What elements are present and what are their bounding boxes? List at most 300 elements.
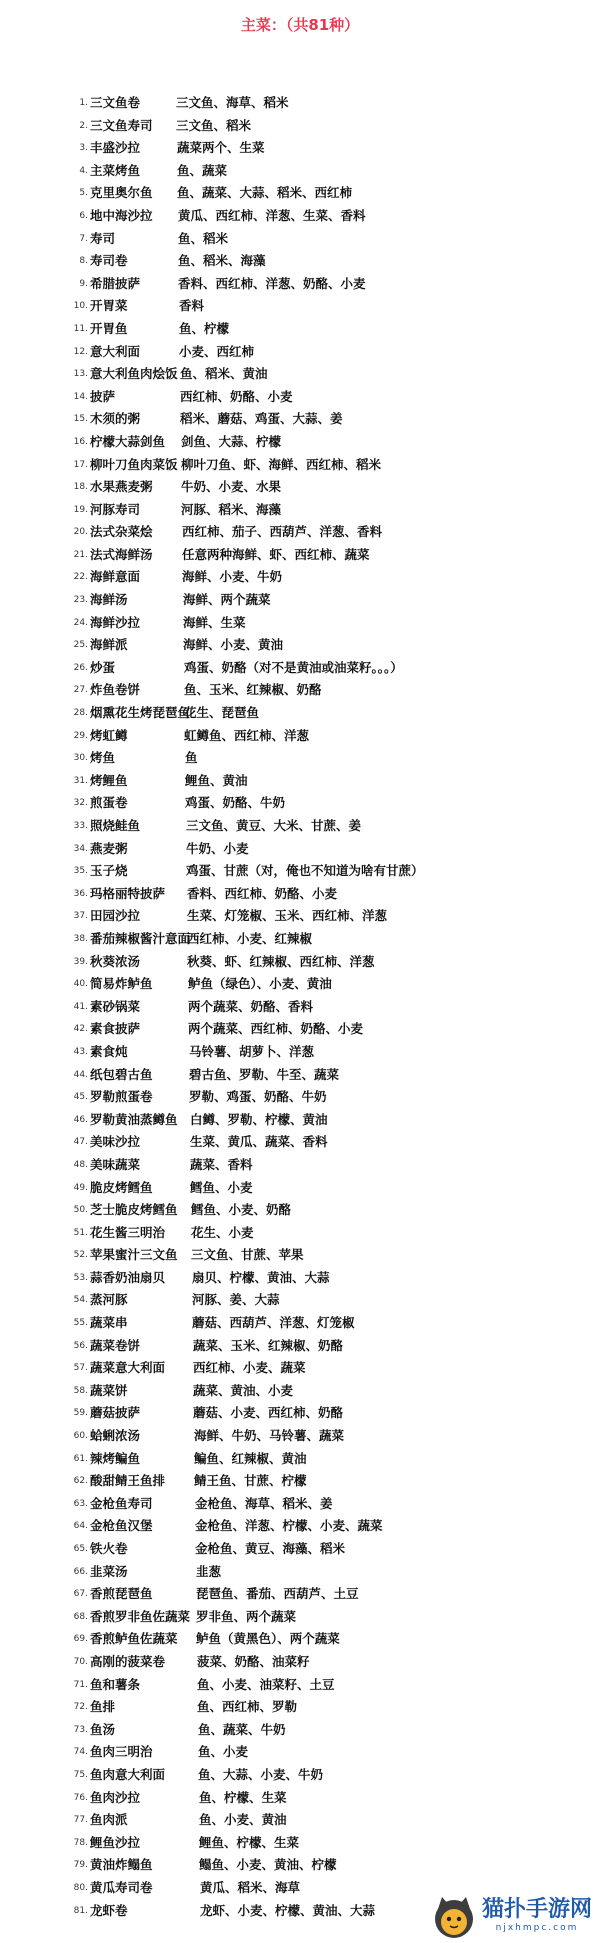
dish-name: 蒜香奶油扇贝 <box>90 1269 166 1285</box>
dish-name: 香煎琵琶鱼 <box>90 1586 153 1602</box>
recipe-row <box>0 1674 600 1697</box>
dish-ingredients: 马铃薯、胡萝卜、洋葱 <box>189 1043 315 1059</box>
recipe-row <box>0 1312 600 1335</box>
recipe-number: 59. <box>73 1408 88 1419</box>
recipe-row <box>0 1764 600 1787</box>
dish-name: 鱼肉意大利面 <box>90 1766 166 1782</box>
dish-ingredients: 秋葵、虾、红辣椒、西红柿、洋葱 <box>187 953 375 969</box>
dish-name: 鱼肉派 <box>90 1812 128 1828</box>
dish-name: 芝士脆皮烤鳕鱼 <box>90 1202 178 1218</box>
dish-name: 罗勒煎蛋卷 <box>90 1089 153 1105</box>
dish-name: 黄油炸鳎鱼 <box>90 1857 153 1873</box>
dish-name: 烤鱼 <box>90 750 116 766</box>
recipe-row <box>0 182 600 205</box>
dish-name: 金枪鱼寿司 <box>90 1495 153 1511</box>
recipe-row <box>0 612 600 635</box>
recipe-number: 71. <box>73 1679 88 1690</box>
recipe-number: 42. <box>73 1024 88 1035</box>
dish-ingredients: 蔬菜两个、生菜 <box>177 140 265 156</box>
dish-name: 开胃菜 <box>90 298 128 314</box>
recipe-number: 46. <box>73 1114 88 1125</box>
dish-ingredients: 河豚、姜、大蒜 <box>192 1292 280 1308</box>
recipe-row <box>0 137 600 160</box>
recipe-number: 56. <box>73 1340 88 1351</box>
recipe-number: 28. <box>73 708 88 719</box>
dish-name: 海鲜意面 <box>90 569 141 585</box>
recipe-row <box>0 1787 600 1810</box>
dish-name: 披萨 <box>90 388 116 404</box>
dish-ingredients: 任意两种海鲜、虾、西红柿、蔬菜 <box>182 546 370 562</box>
recipe-number: 2. <box>79 120 88 131</box>
dish-name: 鱼汤 <box>90 1721 116 1737</box>
recipe-row <box>0 1041 600 1064</box>
dish-name: 鱼和薯条 <box>90 1676 141 1692</box>
recipe-row <box>0 1741 600 1764</box>
dish-ingredients: 蔬菜、玉米、红辣椒、奶酪 <box>193 1337 344 1353</box>
recipe-number: 52. <box>73 1250 88 1261</box>
recipe-number: 8. <box>79 256 88 267</box>
recipe-number: 57. <box>73 1363 88 1374</box>
recipe-number: 26. <box>73 662 88 673</box>
dish-ingredients: 鲭王鱼、甘蔗、柠檬 <box>194 1473 307 1489</box>
recipe-row <box>0 1335 600 1358</box>
recipe-row <box>0 1696 600 1719</box>
recipe-row <box>0 1583 600 1606</box>
dish-ingredients: 鱼、柠檬 <box>179 320 230 336</box>
recipe-number: 6. <box>79 210 88 221</box>
dish-ingredients: 河豚、稻米、海藻 <box>181 501 282 517</box>
recipe-number: 76. <box>73 1792 88 1803</box>
dish-ingredients: 金枪鱼、海草、稻米、姜 <box>195 1495 333 1511</box>
dish-ingredients: 牛奶、小麦 <box>186 840 249 856</box>
dish-name: 素食披萨 <box>90 1021 141 1037</box>
recipe-number: 41. <box>73 1001 88 1012</box>
dish-ingredients: 琵琶鱼、番茄、西葫芦、土豆 <box>196 1586 359 1602</box>
recipe-number: 22. <box>73 572 88 583</box>
dish-name: 意大利面 <box>90 343 141 359</box>
dish-name: 纸包碧古鱼 <box>90 1066 153 1082</box>
recipe-list <box>0 92 600 1922</box>
dish-name: 意大利鱼肉烩饭 <box>90 366 178 382</box>
recipe-number: 1. <box>79 98 88 108</box>
recipe-row <box>0 634 600 657</box>
recipe-number: 60. <box>73 1431 88 1442</box>
dish-name: 辣烤鳊鱼 <box>90 1450 141 1466</box>
recipe-number: 49. <box>73 1182 88 1193</box>
dish-ingredients: 鱼、大蒜、小麦、牛奶 <box>198 1766 324 1782</box>
recipe-number: 80. <box>73 1882 88 1893</box>
dish-name: 黄瓜寿司卷 <box>90 1879 153 1895</box>
recipe-number: 32. <box>73 798 88 809</box>
dish-name: 韭菜汤 <box>90 1563 128 1579</box>
recipe-number: 74. <box>73 1747 88 1758</box>
dish-name: 法式杂菜烩 <box>90 524 153 540</box>
recipe-number: 37. <box>73 911 88 922</box>
dish-name: 龙虾卷 <box>90 1902 128 1918</box>
dish-ingredients: 鱼、蔬菜 <box>177 162 228 178</box>
dish-name: 田园沙拉 <box>90 908 141 924</box>
recipe-number: 30. <box>73 753 88 764</box>
recipe-number: 11. <box>73 323 88 334</box>
dish-ingredients: 鱼、小麦 <box>198 1744 249 1760</box>
recipe-row <box>0 544 600 567</box>
dish-ingredients: 海鲜、两个蔬菜 <box>183 592 271 608</box>
recipe-row <box>0 566 600 589</box>
recipe-row <box>0 770 600 793</box>
dish-name: 美味蔬菜 <box>90 1156 141 1172</box>
dish-name: 煎蛋卷 <box>90 795 128 811</box>
recipe-row <box>0 295 600 318</box>
recipe-row <box>0 973 600 996</box>
dish-ingredients: 香料、西红柿、奶酪、小麦 <box>187 885 338 901</box>
dish-name: 秋葵浓汤 <box>90 953 141 969</box>
recipe-number: 31. <box>73 775 88 786</box>
dish-ingredients: 稻米、蘑菇、鸡蛋、大蒜、姜 <box>180 411 343 427</box>
dish-name: 烟熏花生烤琵琶鱼 <box>90 705 191 721</box>
dish-name: 三文鱼寿司 <box>90 117 153 133</box>
recipe-row <box>0 454 600 477</box>
recipe-row <box>0 1628 600 1651</box>
recipe-row <box>0 702 600 725</box>
dish-ingredients: 三文鱼、甘蔗、苹果 <box>191 1247 304 1263</box>
page-title: 主菜：（共81种） <box>240 16 360 34</box>
watermark <box>430 1895 592 1939</box>
dish-name: 鱼肉三明治 <box>90 1744 153 1760</box>
dish-ingredients: 牛奶、小麦、水果 <box>181 479 282 495</box>
dish-ingredients: 鸡蛋、奶酪、牛奶 <box>185 795 286 811</box>
recipe-number: 64. <box>73 1521 88 1532</box>
dish-name: 苹果蜜汁三文鱼 <box>90 1247 178 1263</box>
recipe-row <box>0 1109 600 1132</box>
dish-name: 海鲜汤 <box>90 592 128 608</box>
dish-name: 花生酱三明治 <box>90 1224 166 1240</box>
dish-name: 照烧鲑鱼 <box>90 818 141 833</box>
dish-name: 寿司 <box>90 230 116 246</box>
recipe-row <box>0 1651 600 1674</box>
dish-ingredients: 鳕鱼、小麦 <box>190 1179 253 1195</box>
recipe-number: 67. <box>73 1589 88 1600</box>
recipe-number: 68. <box>73 1611 88 1622</box>
recipe-row <box>0 431 600 454</box>
recipe-row <box>0 1809 600 1832</box>
dish-ingredients: 鱼、蔬菜、牛奶 <box>198 1721 286 1737</box>
dish-name: 金枪鱼汉堡 <box>90 1518 153 1534</box>
recipe-number: 61. <box>73 1453 88 1464</box>
dish-ingredients: 鱼 <box>185 750 198 766</box>
recipe-number: 44. <box>73 1069 88 1080</box>
dish-ingredients: 蔬菜、黄油、小麦 <box>193 1382 294 1398</box>
dish-name: 鱼肉沙拉 <box>90 1789 141 1805</box>
dish-ingredients: 鸡蛋、奶酪（对不是黄油或油菜籽。。。） <box>184 659 403 675</box>
recipe-number: 77. <box>73 1815 88 1826</box>
dish-name: 水果燕麦粥 <box>90 479 153 495</box>
recipe-number: 7. <box>79 233 88 244</box>
recipe-row <box>0 1244 600 1267</box>
dish-name: 开胃鱼 <box>90 320 128 336</box>
dish-ingredients: 小麦、西红柿 <box>179 343 255 359</box>
recipe-row <box>0 92 600 115</box>
dish-ingredients: 鱼、蔬菜、大蒜、稻米、西红柿 <box>177 185 353 201</box>
dish-name: 番茄辣椒酱汁意面 <box>90 930 191 946</box>
dish-ingredients: 生菜、黄瓜、蔬菜、香料 <box>190 1134 328 1150</box>
recipe-row <box>0 1402 600 1425</box>
recipe-row <box>0 589 600 612</box>
recipe-row <box>0 1131 600 1154</box>
dish-name: 素食炖 <box>90 1043 128 1059</box>
dish-ingredients: 鱼、稻米 <box>178 230 229 246</box>
dish-ingredients: 罗勒、鸡蛋、奶酪、牛奶 <box>189 1089 327 1105</box>
recipe-row <box>0 386 600 409</box>
recipe-number: 13. <box>73 369 88 380</box>
dish-name: 主菜烤鱼 <box>90 162 141 178</box>
recipe-number: 55. <box>73 1318 88 1329</box>
recipe-row <box>0 838 600 861</box>
dish-name: 鲤鱼沙拉 <box>90 1834 141 1850</box>
dish-name: 希腊披萨 <box>90 275 141 291</box>
recipe-row <box>0 679 600 702</box>
recipe-row <box>0 1832 600 1855</box>
dish-name: 玉子烧 <box>90 863 128 879</box>
dish-ingredients: 香料 <box>179 298 205 314</box>
dish-ingredients: 鱼、稻米、黄油 <box>180 366 268 382</box>
dish-name: 罗勒黄油蒸鳟鱼 <box>90 1111 178 1127</box>
recipe-number: 40. <box>73 979 88 990</box>
recipe-row <box>0 928 600 951</box>
dish-name: 蔬菜卷饼 <box>90 1337 141 1353</box>
recipe-number: 10. <box>73 301 88 312</box>
dish-ingredients: 海鲜、小麦、黄油 <box>183 637 284 653</box>
recipe-number: 25. <box>73 640 88 651</box>
recipe-row <box>0 1357 600 1380</box>
dish-ingredients: 蔬菜、香料 <box>190 1156 253 1172</box>
recipe-number: 36. <box>73 888 88 899</box>
recipe-number: 18. <box>73 482 88 493</box>
dish-name: 克里奥尔鱼 <box>90 185 153 201</box>
recipe-number: 9. <box>79 278 88 289</box>
recipe-number: 16. <box>73 436 88 447</box>
recipe-row <box>0 250 600 273</box>
recipe-row <box>0 747 600 770</box>
dish-name: 地中海沙拉 <box>90 207 153 223</box>
recipe-row <box>0 521 600 544</box>
recipe-number: 66. <box>73 1566 88 1577</box>
dish-ingredients: 蘑菇、西葫芦、洋葱、灯笼椒 <box>192 1315 355 1331</box>
recipe-number: 47. <box>73 1137 88 1148</box>
recipe-number: 63. <box>73 1498 88 1509</box>
recipe-row <box>0 1854 600 1877</box>
dish-ingredients: 西红柿、茄子、西葫芦、洋葱、香料 <box>182 524 383 540</box>
recipe-number: 39. <box>73 956 88 967</box>
recipe-row <box>0 1267 600 1290</box>
dish-name: 酸甜鲭王鱼排 <box>90 1473 166 1489</box>
recipe-row <box>0 1719 600 1742</box>
cat-logo-icon <box>430 1895 478 1939</box>
watermark-url: njxhmpc.com <box>495 1923 579 1933</box>
dish-ingredients: 三文鱼、黄豆、大米、甘蔗、姜 <box>186 818 362 833</box>
recipe-row <box>0 1538 600 1561</box>
dish-ingredients: 剑鱼、大蒜、柠檬 <box>181 433 282 449</box>
dish-name: 简易炸鲈鱼 <box>90 976 153 992</box>
recipe-number: 29. <box>73 730 88 741</box>
recipe-number: 48. <box>73 1159 88 1170</box>
dish-ingredients: 罗非鱼、两个蔬菜 <box>196 1608 297 1624</box>
dish-ingredients: 香料、西红柿、洋葱、奶酪、小麦 <box>178 275 366 291</box>
recipe-row <box>0 1425 600 1448</box>
dish-name: 炸鱼卷饼 <box>90 682 141 698</box>
dish-ingredients: 鱼、玉米、红辣椒、奶酪 <box>184 682 322 698</box>
recipe-row <box>0 408 600 431</box>
recipe-row <box>0 996 600 1019</box>
dish-ingredients: 西红柿、小麦、红辣椒 <box>187 930 313 946</box>
dish-ingredients: 扇贝、柠檬、黄油、大蒜 <box>192 1269 330 1285</box>
dish-ingredients: 金枪鱼、洋葱、柠檬、小麦、蔬菜 <box>195 1518 383 1534</box>
recipe-row <box>0 1177 600 1200</box>
dish-ingredients: 花生、小麦 <box>191 1224 254 1240</box>
dish-ingredients: 海鲜、生菜 <box>183 614 246 630</box>
dish-name: 玛格丽特披萨 <box>90 885 166 901</box>
dish-ingredients: 生菜、灯笼椒、玉米、西红柿、洋葱 <box>187 908 388 924</box>
recipe-number: 35. <box>73 866 88 877</box>
recipe-number: 34. <box>73 843 88 854</box>
recipe-row <box>0 476 600 499</box>
recipe-row <box>0 725 600 748</box>
dish-name: 蛤蜊浓汤 <box>90 1428 141 1444</box>
recipe-number: 69. <box>73 1634 88 1645</box>
dish-name: 三文鱼卷 <box>90 95 141 110</box>
dish-ingredients: 龙虾、小麦、柠檬、黄油、大蒜 <box>200 1902 376 1918</box>
dish-ingredients: 鱼、小麦、黄油 <box>199 1812 287 1828</box>
recipe-row <box>0 273 600 296</box>
recipe-row <box>0 205 600 228</box>
recipe-row <box>0 883 600 906</box>
recipe-number: 33. <box>73 821 88 831</box>
recipe-number: 24. <box>73 617 88 628</box>
dish-name: 炒蛋 <box>90 659 116 675</box>
recipe-row <box>0 1199 600 1222</box>
dish-ingredients: 海鲜、牛奶、马铃薯、蔬菜 <box>194 1428 345 1444</box>
dish-ingredients: 三文鱼、稻米 <box>176 117 252 133</box>
dish-ingredients: 西红柿、奶酪、小麦 <box>180 388 293 404</box>
recipe-row <box>0 228 600 251</box>
dish-name: 烤虹鳟 <box>90 727 128 743</box>
recipe-number: 79. <box>73 1860 88 1871</box>
recipe-number: 3. <box>79 143 88 154</box>
recipe-number: 65. <box>73 1544 88 1554</box>
dish-ingredients: 柳叶刀鱼、虾、海鲜、西红柿、稻米 <box>181 456 382 472</box>
dish-name: 木须的粥 <box>90 411 141 427</box>
dish-ingredients: 鱼、小麦、油菜籽、土豆 <box>197 1676 335 1692</box>
recipe-number: 5. <box>79 188 88 199</box>
dish-ingredients: 鱼、稻米、海藻 <box>178 253 266 269</box>
dish-ingredients: 鳊鱼、红辣椒、黄油 <box>194 1450 307 1466</box>
recipe-number: 54. <box>73 1295 88 1306</box>
dish-ingredients: 海鲜、小麦、牛奶 <box>182 569 283 585</box>
recipe-number: 27. <box>73 685 88 696</box>
recipe-number: 81. <box>73 1905 88 1916</box>
recipe-number: 62. <box>73 1476 88 1487</box>
dish-name: 鱼排 <box>90 1699 116 1715</box>
recipe-number: 70. <box>73 1656 88 1667</box>
recipe-row <box>0 1561 600 1584</box>
recipe-number: 23. <box>73 595 88 606</box>
dish-name: 香煎罗非鱼佐蔬菜 <box>90 1608 191 1624</box>
dish-ingredients: 金枪鱼、黄豆、海藻、稻米 <box>195 1541 346 1556</box>
recipe-number: 4. <box>79 165 88 176</box>
dish-name: 蔬菜饼 <box>90 1382 128 1398</box>
dish-name: 法式海鲜汤 <box>90 546 153 562</box>
recipe-row <box>0 1289 600 1312</box>
recipe-row <box>0 1380 600 1403</box>
dish-name: 柳叶刀鱼肉菜饭 <box>90 456 178 472</box>
recipe-number: 17. <box>73 459 88 470</box>
recipe-row <box>0 905 600 928</box>
dish-name: 高刚的菠菜卷 <box>90 1653 166 1669</box>
recipe-number: 58. <box>73 1385 88 1396</box>
recipe-row <box>0 1154 600 1177</box>
recipe-row <box>0 115 600 138</box>
recipe-row <box>0 318 600 341</box>
dish-ingredients: 碧古鱼、罗勒、牛至、蔬菜 <box>189 1066 340 1082</box>
recipe-number: 43. <box>73 1046 88 1057</box>
dish-name: 燕麦粥 <box>90 840 128 856</box>
dish-ingredients: 鲈鱼（绿色）、小麦、黄油 <box>188 976 332 992</box>
dish-name: 蔬菜串 <box>90 1315 128 1331</box>
recipe-row <box>0 1064 600 1087</box>
recipe-row <box>0 1493 600 1516</box>
recipe-row <box>0 1448 600 1471</box>
recipe-row <box>0 160 600 183</box>
dish-name: 烤鲤鱼 <box>90 772 128 788</box>
recipe-row <box>0 499 600 522</box>
dish-name: 寿司卷 <box>90 253 128 269</box>
dish-name: 蘑菇披萨 <box>90 1405 141 1421</box>
dish-ingredients: 韭葱 <box>196 1563 222 1579</box>
dish-name: 美味沙拉 <box>90 1134 141 1150</box>
dish-ingredients: 鸡蛋、甘蔗（对，俺也不知道为啥有甘蔗） <box>186 863 424 879</box>
dish-ingredients: 鳕鱼、小麦、奶酪 <box>191 1202 292 1218</box>
dish-ingredients: 虹鳟鱼、西红柿、洋葱 <box>184 727 310 743</box>
recipe-number: 51. <box>73 1227 88 1238</box>
recipe-number: 72. <box>73 1702 88 1713</box>
dish-ingredients: 黄瓜、西红柿、洋葱、生菜、香料 <box>178 207 366 223</box>
dish-name: 铁火卷 <box>90 1541 128 1556</box>
dish-ingredients: 西红柿、小麦、蔬菜 <box>193 1360 306 1376</box>
dish-ingredients: 鱼、西红柿、罗勒 <box>197 1699 298 1715</box>
recipe-number: 50. <box>73 1205 88 1216</box>
recipe-row <box>0 1018 600 1041</box>
recipe-number: 19. <box>73 504 88 515</box>
recipe-number: 78. <box>73 1837 88 1848</box>
dish-ingredients: 白鳟、罗勒、柠檬、黄油 <box>190 1111 328 1127</box>
dish-name: 海鲜沙拉 <box>90 614 141 630</box>
dish-name: 河豚寿司 <box>90 501 141 517</box>
recipe-row <box>0 657 600 680</box>
dish-name: 柠檬大蒜剑鱼 <box>90 433 166 449</box>
dish-ingredients: 三文鱼、海草、稻米 <box>176 95 289 110</box>
recipe-number: 15. <box>73 414 88 425</box>
recipe-number: 45. <box>73 1092 88 1103</box>
recipe-row <box>0 860 600 883</box>
dish-name: 素砂锅菜 <box>90 998 141 1014</box>
dish-ingredients: 蘑菇、小麦、西红柿、奶酪 <box>193 1405 344 1421</box>
recipe-row <box>0 341 600 364</box>
dish-name: 丰盛沙拉 <box>90 140 141 156</box>
recipe-row <box>0 1606 600 1629</box>
dish-ingredients: 鱼、柠檬、生菜 <box>199 1789 287 1805</box>
recipe-number: 20. <box>73 527 88 538</box>
dish-ingredients: 鲤鱼、柠檬、生菜 <box>199 1834 300 1850</box>
dish-ingredients: 两个蔬菜、西红柿、奶酪、小麦 <box>188 1021 364 1037</box>
